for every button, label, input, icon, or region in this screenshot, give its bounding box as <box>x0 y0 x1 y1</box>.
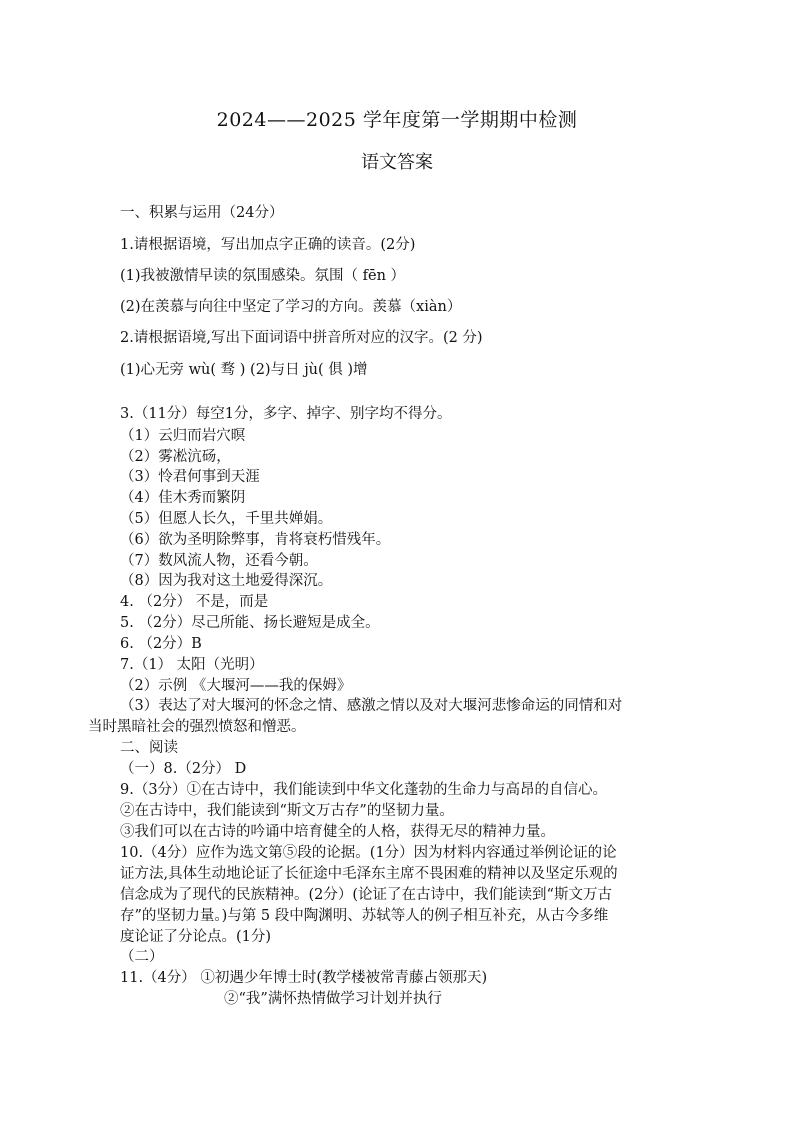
answer-line: 信念成为了现代的民族精神。(2分）(论证了在古诗中，我们能读到“斯文万古 <box>120 887 612 903</box>
answer-line: ②“我”满怀热情做学习计划并执行 <box>224 991 442 1007</box>
answer-line: 度论证了分论点。(1分) <box>120 929 272 945</box>
question-line: 2.请根据语境,写出下面词语中拼音所对应的汉字。(2 分) <box>120 330 483 346</box>
answer-line: 4. （2分） 不是，而是 <box>120 594 269 610</box>
answer-line: 存”的坚韧力量。)与第 5 段中陶渊明、苏轼等人的例子相互补充，从古今多维 <box>120 908 609 924</box>
answer-line: （4）佳木秀而繁阴 <box>120 490 246 506</box>
answer-line: （一）8.（2分） D <box>120 761 247 777</box>
page-subtitle: 语文答案 <box>361 152 433 173</box>
answer-line: 7.（1） 太阳（光明） <box>120 657 264 673</box>
answer-line: （6）欲为圣明除弊事，肯将衰朽惜残年。 <box>120 532 391 548</box>
answer-line: 11.（4分） ①初遇少年博士时(教学楼被常青藤占领那天) <box>120 970 488 986</box>
section-heading: （二） <box>120 949 164 965</box>
answer-line: 10.（4分）应作为选文第⑤段的论据。(1分）因为材料内容通过举例论证的论 <box>120 845 617 861</box>
answer-line: (2)在羡慕与向往中坚定了学习的方向。羡慕（xiàn） <box>120 299 462 315</box>
answer-line: （3）怜君何事到天涯 <box>120 469 260 485</box>
answer-line: （5）但愿人长久，千里共婵娟。 <box>120 511 333 527</box>
answer-line: ②在古诗中，我们能读到“斯文万古存”的坚韧力量。 <box>120 803 454 819</box>
answer-line: （2）雾凇沆砀， <box>120 449 231 465</box>
section-heading: 二、阅读 <box>120 740 178 756</box>
section-heading: 一、积累与运用（24分） <box>120 205 284 221</box>
answer-line: (1)我被激情早读的氛围感染。氛围（ fēn ） <box>120 268 406 284</box>
answer-line: （7）数风流人物，还看今朝。 <box>120 553 318 569</box>
answer-line: 当时黑暗社会的强烈愤怒和憎恶。 <box>88 719 306 735</box>
answer-line: 6. （2分）B <box>120 636 202 652</box>
answer-line: 9.（3分）①在古诗中，我们能读到中华文化蓬勃的生命力与高昂的自信心。 <box>120 782 608 798</box>
answer-line: （8）因为我对这土地爱得深沉。 <box>120 573 333 589</box>
answer-line: 证方法,具体生动地论证了长征途中毛泽东主席不畏困难的精神以及坚定乐观的 <box>120 866 618 882</box>
page-title: 2024——2025 学年度第一学期期中检测 <box>216 109 578 131</box>
answer-line: (1)心无旁 wù( 骛 ) (2)与日 jù( 俱 )增 <box>120 362 368 378</box>
answer-line: 5. （2分）尽己所能、扬长避短是成全。 <box>120 615 380 631</box>
answer-line: ③我们可以在古诗的吟诵中培育健全的人格，获得无尽的精神力量。 <box>120 824 555 840</box>
answer-line: （2）示例 《大堰河——我的保姆》 <box>120 678 352 694</box>
answer-line: （3）表达了对大堰河的怀念之情、感激之情以及对大堰河悲惨命运的同情和对 <box>120 698 623 714</box>
question-line: 3.（11分）每空1分，多字、掉字、别字均不得分。 <box>120 406 452 422</box>
question-line: 1.请根据语境，写出加点字正确的读音。(2分) <box>120 237 416 253</box>
answer-line: （1）云归而岩穴暝 <box>120 428 246 444</box>
